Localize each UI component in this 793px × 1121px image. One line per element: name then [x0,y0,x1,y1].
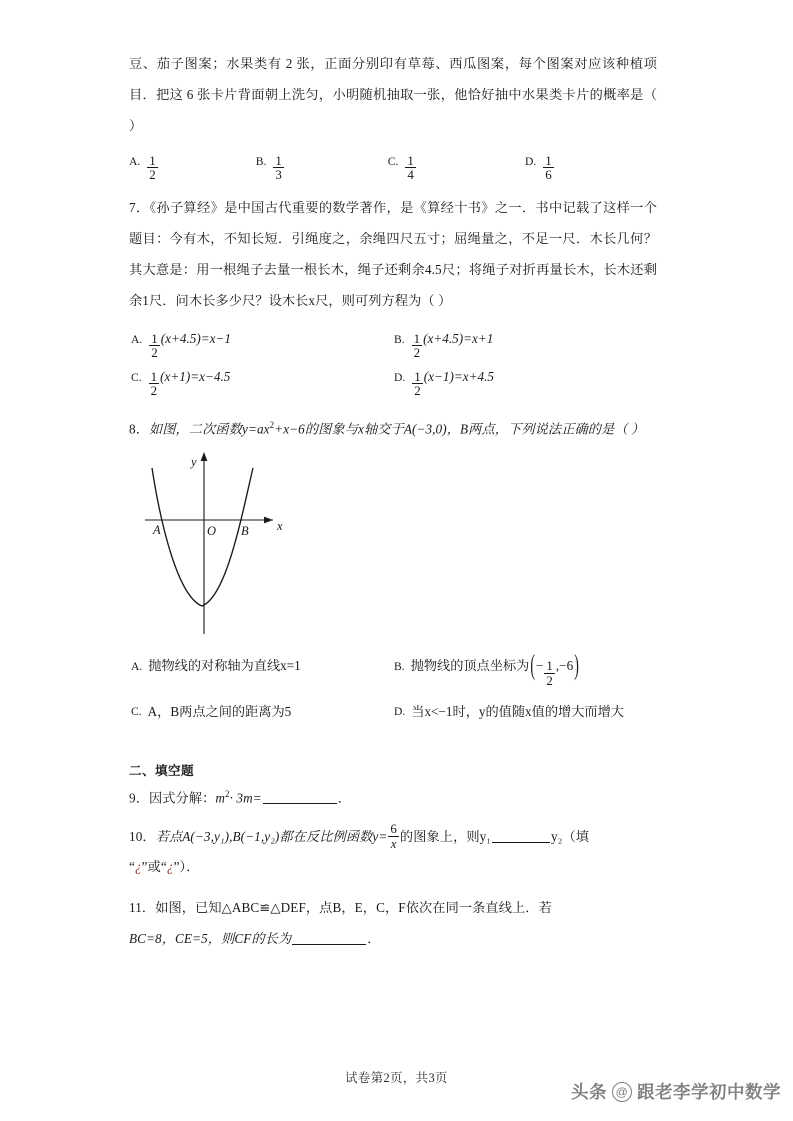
question-7-options-row-1 [129,324,657,360]
section-2-heading: 二、填空题 [129,764,194,779]
right-paren: ) [574,649,579,681]
option-b-label: B. [255,155,267,168]
option-d[interactable] [525,147,657,182]
question-7-body: 《孙子算经》是中国古代重要的数学著作，是《算经十书》之一．书中记载了这样一个题目：今有木，不知长短．引绳度之，余绳四尺五寸；屈绳量之，不足一尺．木长几何？其大意是：用一根绳子去量一根长木，绳子还剩余4.5尺；将绳子对折再量长木，长木还剩余1尺．问木长多少尺？设木长x尺，则可列方程为（ ） [129,199,657,308]
option-b-fraction [412,332,422,360]
question-10-text-after: y₂（填 [551,829,590,845]
option-a[interactable] [129,147,256,182]
option-b[interactable] [394,651,657,687]
quote-mid: ”或“ [141,859,167,875]
option-a-text: 抛物线的对称轴为直线x=1 [148,658,301,674]
option-b[interactable] [394,324,657,360]
y-axis-arrow [201,452,208,461]
label-y-axis: y [191,455,197,470]
option-b-label: B. [394,660,405,674]
fraction-numerator: 1 [149,153,156,168]
answer-blank[interactable] [263,791,337,804]
unrendered-glyph-2: ¿ [166,859,174,875]
option-b-fraction [544,659,554,687]
fraction-numerator: 1 [413,330,421,346]
option-d-expression: (x−1)=x+4.5 [423,368,495,384]
option-c-fraction [149,370,159,398]
fraction-denominator: 6 [545,167,552,183]
option-d[interactable] [394,697,657,727]
option-b-expression: (x+4.5)=x+1 [423,330,494,346]
watermark-brand: 头条 [571,1082,607,1102]
answer-blank[interactable] [492,830,550,843]
fraction-denominator: 2 [546,672,553,688]
question-10-text-mid: 的图象上，则y₁ [399,829,492,845]
option-d-fraction [543,154,553,182]
label-origin: O [207,524,217,539]
option-c-text: A，B两点之间的距离为5 [147,704,292,720]
question-6-options [129,147,657,182]
question-9-period: ． [337,790,352,806]
question-7-options-row-2 [129,362,657,398]
label-point-a: A [153,523,161,538]
fraction-denominator: 2 [151,345,158,361]
fraction-numerator: 1 [414,368,421,384]
question-11-period: ． [367,931,381,947]
question-8-options-row-1 [129,651,657,687]
watermark [571,1079,781,1104]
option-b[interactable] [256,147,388,182]
unrendered-glyph-1: ¿ [134,859,142,875]
fraction-numerator: 1 [545,153,552,168]
option-c-fraction [405,154,415,182]
option-c-label: C. [387,155,399,168]
option-c-label: C. [131,370,142,384]
label-x-axis: x [277,519,283,534]
at-icon: @ [612,1082,632,1102]
watermark-account: 跟老李学初中数学 [637,1082,781,1102]
option-c[interactable] [388,147,525,182]
fraction-denominator: 2 [150,383,158,399]
label-point-b: B [241,524,249,539]
question-10-fraction [388,822,399,850]
fraction-denominator: 4 [407,167,414,183]
option-d-label: D. [394,705,406,719]
question-10-text-pre: 若点A(−3,y₁),B(−1,y₂)都在反比例函数y= [155,829,388,845]
option-a-fraction [149,332,159,360]
parabola-curve [152,468,253,606]
fraction-numerator: 1 [275,153,282,168]
question-9 [129,781,657,811]
question-9-number: 9． [129,790,149,806]
quote-open: “ [129,859,135,875]
option-d-fraction [412,370,422,398]
option-c[interactable] [129,697,394,727]
question-9-expr-b: · 3m= [229,790,262,806]
option-c[interactable] [129,362,394,398]
option-a-expression: (x+4.5)=x−1 [160,330,232,346]
question-7 [129,192,657,316]
question-11-given: BC=8，CE=5，则CF的长为 [129,931,292,947]
answer-blank[interactable] [292,932,366,945]
fraction-denominator: 2 [414,383,421,399]
parabola-graph [141,448,321,638]
coord-x-sign: − [535,658,544,674]
question-10-line2 [129,852,657,882]
question-8-figure-wrapper [129,448,657,643]
question-9-text-pre: 因式分解： [148,790,216,806]
fraction-numerator: 6 [390,821,397,837]
question-7-number: 7． [129,199,150,215]
option-d-label: D. [524,155,537,168]
question-6-body: 豆、茄子图案；水果类有 2 张，正面分别印有草莓、西瓜图案，每个图案对应该种植项目．把这 6 张卡片背面朝上洗匀，小明随机抽取一张，他恰好抽中水果类卡片的概率是（ ） [129,56,657,133]
option-c-expression: (x+1)=x−4.5 [160,368,231,384]
coord-y: ,−6 [555,658,574,674]
option-a[interactable] [129,324,394,360]
fraction-denominator: x [390,835,397,851]
option-b-text: 抛物线的顶点坐标为 [410,658,530,674]
option-a-label: A. [131,332,143,346]
fraction-numerator: 1 [546,658,553,674]
question-10 [129,821,657,852]
question-8-options-row-2 [129,697,657,727]
option-b-label: B. [394,332,405,346]
question-11-number: 11． [129,900,156,916]
option-a-label: A. [131,660,143,674]
fraction-denominator: 2 [149,167,156,183]
question-9-expr-a: m [215,790,226,806]
question-8 [129,410,657,444]
question-8-body-post: +x−6的图象与x轴交于A(−3,0)，B两点，下列说法正确的是（ ） [274,421,645,437]
option-b-fraction [273,154,283,182]
option-a-fraction [147,154,157,182]
exponent-2: 2 [225,789,230,800]
option-d-text: 当x<−1时，y的值随x值的增大而增大 [411,704,624,720]
x-axis-arrow [264,517,273,524]
left-paren: ( [530,649,535,681]
page-footer: 试卷第2页，共3页 [345,1071,448,1085]
question-11-line2 [129,923,657,954]
fraction-numerator: 1 [151,330,158,346]
question-8-number: 8． [129,421,149,437]
fraction-denominator: 2 [413,345,421,361]
option-a-label: A. [129,155,141,168]
option-c-label: C. [131,705,142,719]
question-11-text: 如图，已知△ABC≌△DEF，点B，E，C，F依次在同一条直线上．若 [155,900,552,916]
option-d-label: D. [394,370,406,384]
page-content [129,48,657,954]
question-10-number: 10． [129,829,156,845]
fraction-numerator: 1 [150,368,158,384]
question-11-line1 [129,892,657,923]
option-a[interactable] [129,651,394,687]
exponent-2: 2 [269,419,275,430]
option-d[interactable] [394,362,657,398]
fraction-denominator: 3 [275,167,282,183]
fraction-numerator: 1 [407,153,414,168]
quote-close: ”）． [173,859,200,875]
question-8-body-pre: 如图，二次函数y=ax [148,421,270,437]
